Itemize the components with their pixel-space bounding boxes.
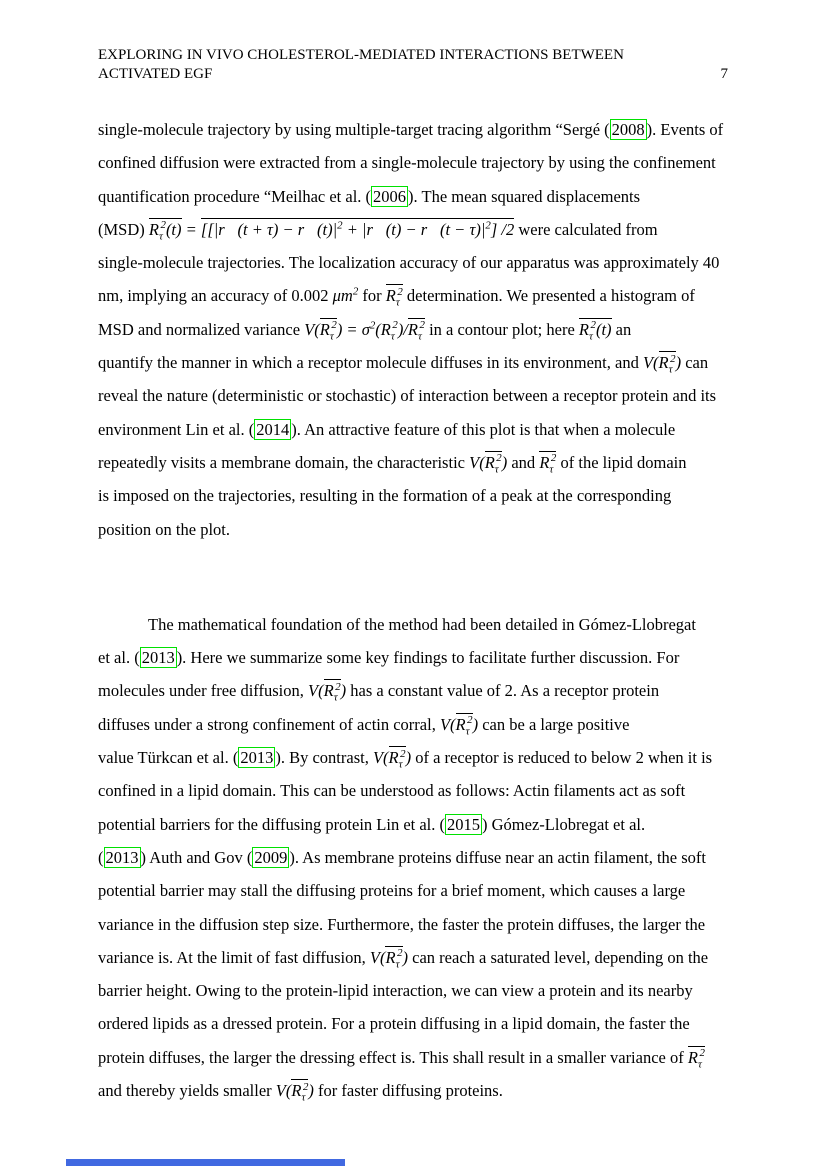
math-expression: $V(R_\tau^2)$ — [439, 714, 479, 738]
text-run: quantify the manner in which a receptor molecule diffuses in its environment, and — [98, 353, 643, 373]
text-run: nm, implying an accuracy of 0.002 — [98, 286, 333, 306]
text-run: quantification procedure “Meilhac et al. ( — [98, 186, 372, 206]
text-line — [98, 674, 730, 707]
math-expression: $V(R_\tau^2) = \sigma^2(R_\tau^2)/R_\tau^2$ — [304, 319, 425, 343]
text-run: molecules under free diffusion, — [98, 681, 309, 701]
text-line — [98, 774, 730, 807]
text-line — [98, 841, 730, 874]
text-line — [98, 1074, 730, 1107]
paragraph — [98, 608, 730, 1107]
running-head — [98, 46, 728, 84]
math-expression: $\mu m^2$ — [332, 285, 359, 306]
text-line — [98, 641, 730, 674]
math-expression: $R_\tau^2$ — [539, 452, 557, 476]
citation-link[interactable]: 2013 — [105, 847, 139, 867]
text-run: ). By contrast, — [275, 748, 373, 768]
text-run: ordered lipids as a dressed protein. For a protein diffusing in a lipid domain, the faster the — [98, 1014, 690, 1034]
math-expression: $R_\tau^2$ — [385, 285, 403, 309]
text-line — [98, 180, 730, 213]
text-run: and — [507, 452, 540, 472]
text-run: is imposed on the trajectories, resulting in the formation of a peak at the corresponding — [98, 486, 672, 506]
text-run: repeatedly visits a membrane domain, the characteristic — [98, 452, 470, 472]
text-run: for faster diffusing proteins. — [313, 1081, 503, 1101]
text-line — [98, 346, 730, 379]
citation-link[interactable]: 2014 — [256, 419, 290, 439]
citation-link[interactable]: 2008 — [611, 120, 645, 139]
text-run: can be a large positive — [478, 714, 630, 734]
text-line — [98, 708, 730, 741]
text-line — [98, 874, 730, 907]
text-line — [98, 246, 730, 279]
text-run: position on the plot. — [98, 519, 230, 539]
text-line — [98, 941, 730, 974]
text-line — [98, 808, 730, 841]
text-run: single-molecule trajectories. The localization accuracy of our apparatus was approximately 40 — [98, 253, 720, 273]
text-run: variance is. At the limit of fast diffusion, — [98, 947, 370, 967]
text-run: can reach a saturated level, depending on the — [408, 947, 709, 967]
citation-link[interactable]: 2009 — [254, 847, 288, 867]
text-run: ) Auth and Gov ( — [140, 847, 253, 867]
text-line — [98, 313, 730, 346]
text-run: and thereby yields smaller — [98, 1081, 276, 1101]
running-head-line1: EXPLORING IN VIVO CHOLESTEROL-MEDIATED INTERACTIONS BETWEEN — [98, 47, 624, 63]
text-run: et al. ( — [98, 648, 140, 668]
running-head-line2: ACTIVATED EGF — [98, 66, 213, 82]
text-run: of the lipid domain — [556, 452, 687, 472]
text-line — [98, 279, 730, 312]
text-run: variance in the diffusion step size. Furthermore, the faster the protein diffuses, the larger the — [98, 914, 706, 934]
citation-link[interactable]: 2013 — [240, 748, 274, 768]
text-run: an — [611, 319, 632, 339]
text-run: MSD and normalized variance — [98, 319, 305, 339]
text-line — [98, 974, 730, 1007]
math-expression: $V(R_\tau^2)$ — [369, 947, 409, 971]
text-run: reveal the nature (deterministic or stochastic) of interaction between a receptor protein and its — [98, 386, 717, 406]
text-line — [98, 113, 730, 146]
text-run: ( — [98, 847, 104, 867]
text-line — [98, 741, 730, 774]
body-text — [98, 113, 730, 1107]
text-run: ) Gómez-Llobregat et al. — [482, 814, 646, 834]
text-run: ). Events of — [646, 120, 724, 139]
text-line — [98, 513, 730, 546]
math-expression: $R_\tau^2$ — [687, 1047, 705, 1071]
text-run: ). An attractive feature of this plot is that when a molecule — [291, 419, 676, 439]
math-expression: $V(R_\tau^2)$ — [642, 352, 682, 376]
math-expression: $R_\tau^2(t)$ = [[|r⃗(t + $\tau) - r⃗(t)|^2$ + |r⃗(t) − r⃗(t − $\tau)|^2$] /2 — [148, 219, 515, 243]
math-expression: $R_\tau^2(t)$ — [578, 319, 612, 343]
text-line — [98, 1041, 730, 1074]
citation-link[interactable]: 2013 — [141, 648, 175, 668]
text-run: potential barriers for the diffusing protein Lin et al. ( — [98, 814, 446, 834]
text-line — [98, 379, 730, 412]
text-run: The mathematical foundation of the method had been detailed in Gómez-Llobregat — [148, 614, 696, 634]
text-run: of a receptor is reduced to below 2 when it is — [411, 748, 713, 768]
math-expression: $V(R_\tau^2)$ — [372, 747, 412, 771]
text-run: ). The mean squared displacements — [408, 186, 641, 206]
text-run: value Türkcan et al. ( — [98, 748, 239, 768]
text-run: (MSD) — [98, 219, 149, 239]
page-number: 7 — [720, 66, 728, 82]
text-run: environment Lin et al. ( — [98, 419, 255, 439]
text-run: for — [358, 286, 386, 306]
text-line — [98, 446, 730, 479]
text-run: were calculated from — [514, 219, 658, 239]
text-run: determination. We presented a histogram of — [402, 286, 695, 306]
text-line — [98, 1007, 730, 1040]
text-run: potential barrier may stall the diffusing proteins for a brief moment, which causes a large — [98, 881, 686, 901]
text-run: ). Here we summarize some key findings to facilitate further discussion. For — [176, 648, 680, 668]
text-line — [98, 413, 730, 446]
text-line — [98, 213, 730, 246]
text-run: ). As membrane proteins diffuse near an actin filament, the soft — [289, 847, 706, 867]
text-run: in a contour plot; here — [424, 319, 579, 339]
text-run: confined in a lipid domain. This can be understood as follows: Actin filaments act as soft — [98, 781, 686, 801]
text-run: barrier height. Owing to the protein-lipid interaction, we can view a protein and its nearby — [98, 981, 693, 1001]
text-run: protein diffuses, the larger the dressing effect is. This shall result in a smaller variance of — [98, 1047, 688, 1067]
text-run: can — [681, 353, 709, 373]
text-run: diffuses under a strong confinement of actin corral, — [98, 714, 440, 734]
paragraph — [98, 113, 730, 546]
citation-link[interactable]: 2006 — [373, 186, 407, 206]
citation-link[interactable]: 2015 — [447, 814, 481, 834]
math-expression: $V(R_\tau^2)$ — [469, 452, 508, 476]
text-run: has a constant value of 2. As a receptor protein — [346, 681, 660, 701]
text-run: confined diffusion were extracted from a single-molecule trajectory by using the confinement — [98, 153, 716, 173]
math-expression: $V(R_\tau^2)$ — [275, 1080, 314, 1104]
text-run: single-molecule trajectory by using multiple-target tracing algorithm “Sergé ( — [98, 120, 610, 139]
text-line — [98, 908, 730, 941]
text-line — [98, 479, 730, 512]
math-expression: $V(R_\tau^2)$ — [308, 680, 347, 704]
text-line — [98, 608, 730, 641]
text-line — [98, 146, 730, 179]
bottom-blue-bar — [66, 1159, 345, 1166]
